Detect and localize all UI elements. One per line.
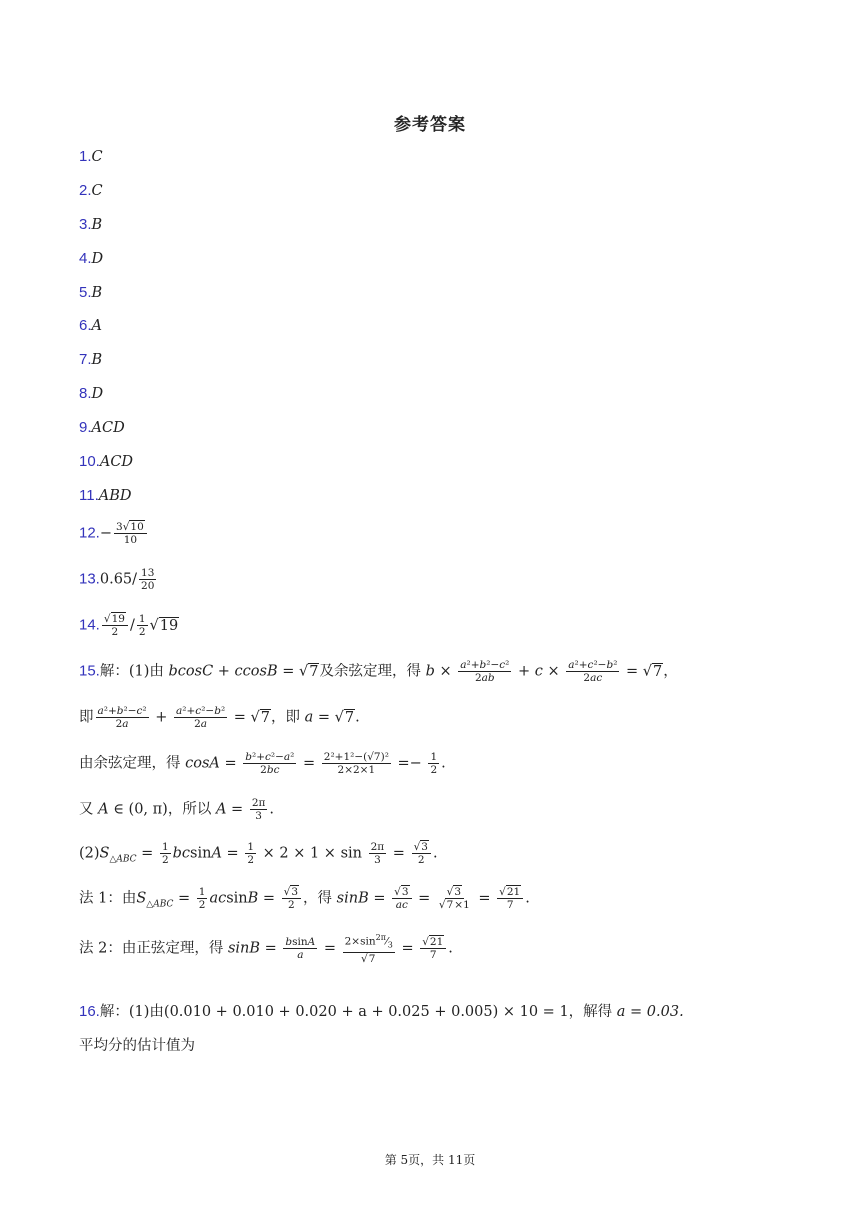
- equation-lhs: bcosC + ccosB: [168, 663, 278, 680]
- question-number: 4.: [79, 250, 92, 267]
- variable: A: [215, 801, 227, 818]
- answer-choice: B: [91, 352, 103, 368]
- answer-5: [79, 283, 102, 303]
- answer-choice: ABD: [98, 488, 132, 504]
- question-number: 3.: [79, 216, 92, 233]
- question-number: 7.: [79, 351, 92, 368]
- variable: a: [304, 709, 314, 726]
- text: 法 1：由: [79, 890, 137, 907]
- answer-choice: B: [91, 285, 103, 301]
- area-symbol: S: [99, 845, 110, 862]
- part-label: (1)由: [128, 1004, 164, 1020]
- question-number: 16.: [79, 1003, 100, 1020]
- text: 及余弦定理，得: [319, 663, 421, 680]
- text: 由余弦定理，得: [79, 755, 181, 772]
- answer-6: [79, 316, 102, 336]
- fraction-half: $\frac{1}{2}$: [138, 613, 146, 638]
- question-number: 9.: [79, 419, 92, 436]
- radicand: 19: [159, 617, 179, 634]
- answer-choice: A: [91, 318, 102, 334]
- answer-13: [79, 567, 158, 592]
- answer-10: [79, 452, 133, 472]
- question-number: 8.: [79, 385, 92, 402]
- expression: sinB: [227, 940, 261, 957]
- fraction: $\frac{13}{20}$: [141, 567, 155, 592]
- variable: A: [98, 801, 109, 818]
- q15-method-1: 法 1：由$S_{\triangle ABC}$ = $\frac{1}{2}$ acsinB = $\frac{√3}{2}$ ，得 sinB = $\frac{√3}{ac}$ = $\frac{√3}{√7\times 1}$ = $\frac{√21}{7}$ .: [79, 886, 530, 911]
- text: ∈ (0, π)，所以: [113, 801, 212, 818]
- answer-choice: ACD: [91, 420, 125, 436]
- answer-2: [79, 181, 103, 201]
- fraction: $\frac{√19}{2}$: [102, 613, 128, 638]
- text: ，解得: [568, 1004, 613, 1020]
- equation: (0.010 + 0.010 + 0.020 + a + 0.025 + 0.005) × 10 = 1: [163, 1004, 569, 1020]
- answer-1: [79, 147, 103, 167]
- q15-line-1: 15.解：(1)由 bcosC + ccosB = √7及余弦定理，得 b × $\frac{\text{a²+b²−c²}}{2ab}$ + c × $\frac{\text{a²+c²−b²}}{2ac}$ = √7，: [79, 659, 678, 684]
- q15-line-4: 又 A ∈ (0, π)，所以 A = $\frac{2\pi}{3}$ .: [79, 797, 275, 822]
- q15-method-2: 法 2：由正弦定理，得 sinB = $\frac{bsinA}{a}$ = $\frac{2\times\sin^{2\pi}⁄_3}{√7}$ = $\frac{√21}{7}$ .: [79, 933, 453, 965]
- page-title: 参考答案: [394, 115, 466, 135]
- question-number: 14.: [79, 616, 100, 634]
- equation-rhs: 7: [309, 663, 319, 680]
- answer-4: [79, 249, 103, 269]
- q15-line-2: 即 $\frac{\text{a²+b²−c²}}{2a}$ + $\frac{\text{a²+c²−b²}}{2a}$ = √7，即 a = √7.: [79, 705, 360, 730]
- question-number: 11.: [79, 487, 99, 504]
- fraction: $\frac{3√10}{10}$: [114, 521, 147, 546]
- jie-label: 解：: [99, 663, 129, 680]
- question-number: 1.: [79, 148, 92, 165]
- question-number: 6.: [79, 317, 92, 334]
- part-label: (1)由: [128, 663, 164, 680]
- expression: cosA: [185, 755, 220, 772]
- question-number: 5.: [79, 284, 92, 301]
- answer-9: [79, 418, 125, 438]
- answer-14: 14. $\frac{√19}{2}$ / $\frac{1}{2}$ √19: [79, 613, 179, 638]
- question-number: 2.: [79, 182, 92, 199]
- question-number: 12.: [79, 524, 100, 542]
- answer-12: [79, 521, 149, 546]
- question-number: 15.: [79, 662, 100, 680]
- question-number: 13.: [79, 570, 100, 588]
- result: a = 0.03.: [616, 1004, 684, 1020]
- text: 即: [79, 709, 94, 726]
- q15-line-3: 由余弦定理，得 cosA = $\frac{\text{b²+c²−a²}}{2bc}$ = $\frac{\text{2²+1²−(√7)²}}{2\times 2\times 1}$ =− $\frac{1}{2}$ .: [79, 751, 446, 776]
- part-label: (2): [79, 845, 100, 862]
- answer-choice: C: [91, 149, 103, 165]
- page-footer: 第 5页，共 11页: [384, 1153, 476, 1167]
- answer-choice: D: [91, 251, 104, 267]
- text: 又: [79, 801, 94, 818]
- decimal-answer: 0.65: [99, 571, 133, 588]
- answer-choice: D: [91, 386, 104, 402]
- answer-choice: B: [91, 217, 103, 233]
- slash: /: [132, 571, 138, 588]
- answer-3: [79, 215, 102, 235]
- q15-line-5: $(2)S_{\triangle ABC}$ = $\frac{1}{2}$ bcsinA = $\frac{1}{2}$ × 2 × 1 × sin $\frac{2\pi}{3}$ = $\frac{√3}{2}$ .: [79, 841, 438, 866]
- answer-choice: C: [91, 183, 103, 199]
- q16-line-2: 平均分的估计值为: [79, 1038, 195, 1054]
- question-number: 10.: [79, 453, 100, 470]
- answer-choice: ACD: [99, 454, 134, 470]
- slash: /: [129, 617, 135, 634]
- sign: −: [99, 525, 113, 542]
- q16-line-1: [79, 1002, 684, 1022]
- text: 法 2：由正弦定理，得: [79, 940, 224, 957]
- jie-label: 解：: [99, 1004, 129, 1020]
- answer-11: [79, 486, 132, 506]
- answer-7: [79, 350, 102, 370]
- text: ，即: [271, 709, 300, 726]
- expression: sinB: [336, 890, 369, 907]
- text: ，得: [303, 890, 333, 907]
- answer-8: [79, 384, 103, 404]
